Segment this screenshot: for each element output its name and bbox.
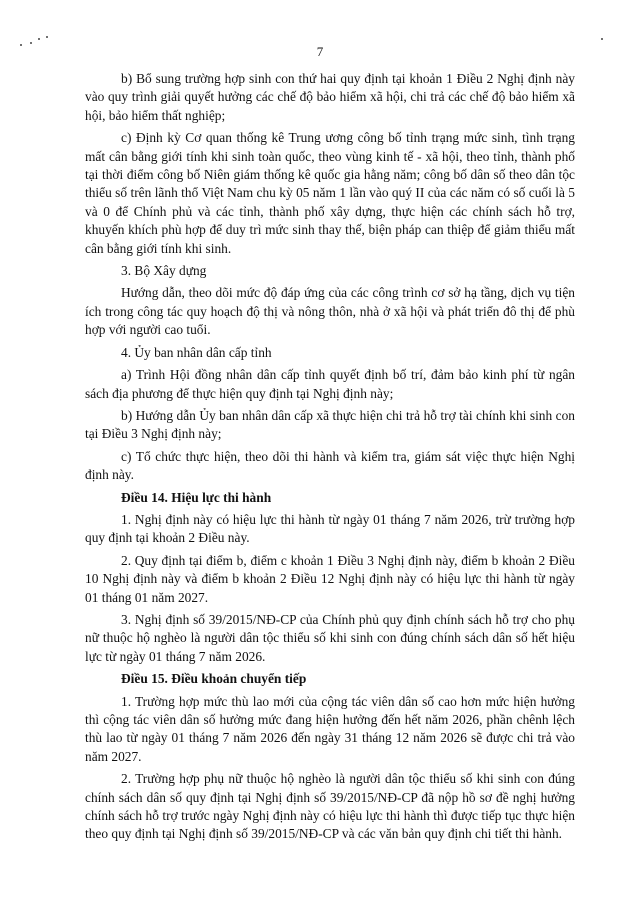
paragraph: c) Tổ chức thực hiện, theo dõi thi hành và kiểm tra, giám sát việc thực hiện Nghị định này. (85, 448, 575, 483)
scan-speck (601, 38, 603, 40)
page-number: 7 (316, 44, 324, 59)
paragraph: c) Định kỳ Cơ quan thống kê Trung ương công bố tỉnh trạng mức sinh, tình trạng mất cân bằng giới tính khi sinh toàn quốc, theo vùng kinh tế - xã hội, theo tỉnh, thành phố tại thời điểm công bố Niên giám thống kê quốc gia hằng năm; công bố dân số theo dân tộc thiểu số trên lãnh thổ Việt Nam chu kỳ 05 năm 1 lần vào quý II của các năm có số cuối là 5 và 0 để Chính phủ và các tỉnh, thành phố xây dựng, thực hiện các chính sách hỗ trợ, khuyến khích phù hợp để duy trì mức sinh thay thế, biện pháp can thiệp để giảm thiểu mất cân bằng giới tính khi sinh. (85, 130, 575, 256)
paragraph: b) Bổ sung trường hợp sinh con thứ hai quy định tại khoản 1 Điều 2 Nghị định này vào quy trình giải quyết hưởng các chế độ bảo hiểm xã hội, chi trả các chế độ bảo hiểm xã hội, bảo hiểm thất nghiệp; (85, 71, 575, 123)
paragraph: b) Hướng dẫn Ủy ban nhân dân cấp xã thực hiện chi trả hỗ trợ tài chính khi sinh con tại Điều 3 Nghị định này; (85, 407, 575, 442)
paragraph: Hướng dẫn, theo dõi mức độ đáp ứng của các công trình cơ sở hạ tầng, dịch vụ tiện ích trong công tác quy hoạch độ thị và nông thôn, nhà ở xã hội và phát triển đô thị để phù hợp với người cao tuổi. (85, 285, 575, 338)
paragraph: 1. Trường hợp mức thù lao mới của cộng tác viên dân số cao hơn mức hiện hưởng thì cộng tác viên dân số hưởng mức đang hiện hưởng đến hết năm 2026, phần chênh lệch thù lao từ ngày 01 tháng 7 năm 2026 đến ngày 31 tháng 12 năm 2026 sẽ được chi trả vào năm 2027. (85, 693, 575, 764)
scan-speck (46, 36, 48, 38)
paragraph: 1. Nghị định này có hiệu lực thi hành từ ngày 01 tháng 7 năm 2026, trừ trường hợp quy định tại khoản 2 Điều này. (85, 511, 575, 546)
section-item: 4. Ủy ban nhân dân cấp tỉnh (121, 344, 272, 360)
section-item: 3. Bộ Xây dựng (121, 263, 207, 279)
document-body (85, 70, 575, 848)
paragraph: 3. Nghị định số 39/2015/NĐ-CP của Chính phủ quy định chính sách hỗ trợ cho phụ nữ thuộc hộ nghèo là người dân tộc thiểu số khi sinh con đúng chính sách dân số hết hiệu lực từ ngày 01 tháng 7 năm 2026. (85, 611, 575, 664)
scan-speck (38, 38, 40, 40)
paragraph: 2. Trường hợp phụ nữ thuộc hộ nghèo là người dân tộc thiểu số khi sinh con đúng chính sách dân số quy định tại Nghị định số 39/2015/NĐ-CP đã nộp hồ sơ đề nghị hưởng chính sách hỗ trợ trước ngày Nghị định này có hiệu lực thi hành thì được tiếp tục thực hiện theo quy định tại Nghị định số 39/2015/NĐ-CP và các văn bản quy định chi tiết thi hành. (85, 771, 575, 842)
paragraph: 2. Quy định tại điểm b, điểm c khoản 1 Điều 3 Nghị định này, điểm b khoản 2 Điều 10 Nghị định này và điểm b khoản 2 Điều 12 Nghị định này có hiệu lực thi hành từ ngày 01 tháng 01 năm 2027. (85, 552, 575, 605)
paragraph: a) Trình Hội đồng nhân dân cấp tỉnh quyết định bố trí, đảm bảo kinh phí từ ngân sách địa phương để thực hiện quy định tại Nghị định này; (85, 367, 575, 401)
article-heading: Điều 15. Điều khoản chuyển tiếp (121, 671, 307, 687)
article-heading: Điều 14. Hiệu lực thi hành (121, 489, 272, 505)
